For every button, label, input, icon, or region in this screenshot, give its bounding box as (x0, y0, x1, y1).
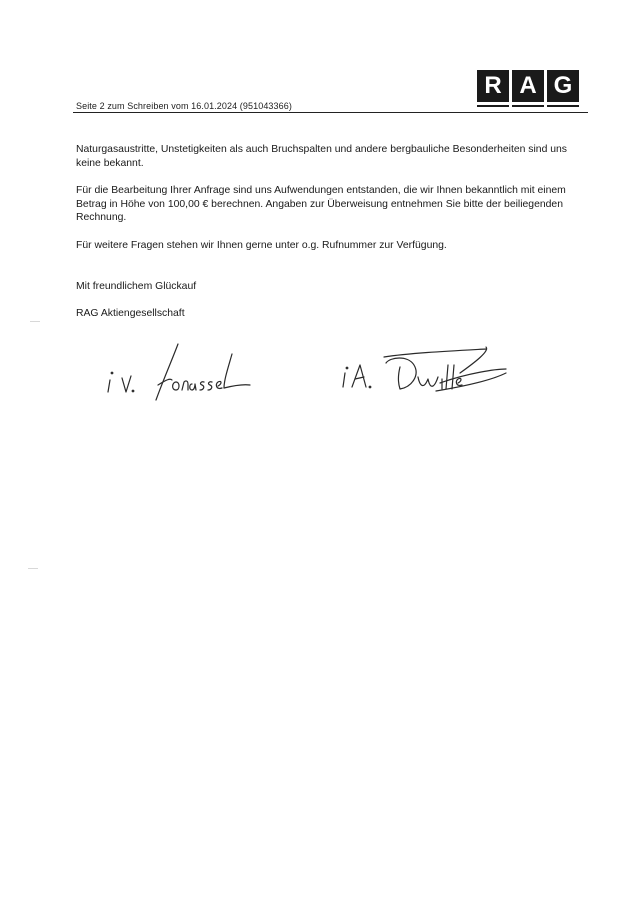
logo-underline (547, 105, 579, 107)
logo-letter-r: R (477, 70, 509, 102)
scan-mark (28, 568, 38, 569)
signature-left (100, 340, 252, 406)
page-reference: Seite 2 zum Schreiben vom 16.01.2024 (951043366) (76, 101, 292, 111)
rag-logo (477, 70, 580, 114)
company-name: RAG Aktiengesellschaft (76, 308, 185, 319)
logo-underline (512, 105, 544, 107)
signature-right (340, 343, 510, 398)
logo-underline (477, 105, 509, 107)
header-divider (73, 112, 588, 113)
closing-greeting: Mit freundlichem Glückauf (76, 281, 197, 292)
paragraph-geology: Naturgasaustritte, Unstetigkeiten als auch Bruchspalten und andere bergbauliche Besonderheiten sind uns keine bekannt. (76, 144, 567, 169)
scan-mark (30, 321, 40, 322)
logo-letter-g: G (547, 70, 579, 102)
paragraph-contact: Für weitere Fragen stehen wir Ihnen gerne unter o.g. Rufnummer zur Verfügung. (76, 240, 447, 251)
logo-letter-a: A (512, 70, 544, 102)
paragraph-fees: Für die Bearbeitung Ihrer Anfrage sind uns Aufwendungen entstanden, die wir Ihnen bekanntlich mit einem Betrag in Höhe von 100,00 € berechnen. Angaben zur Überweisung entnehmen Sie bitte der beiliegenden Rechnung. (76, 185, 566, 223)
